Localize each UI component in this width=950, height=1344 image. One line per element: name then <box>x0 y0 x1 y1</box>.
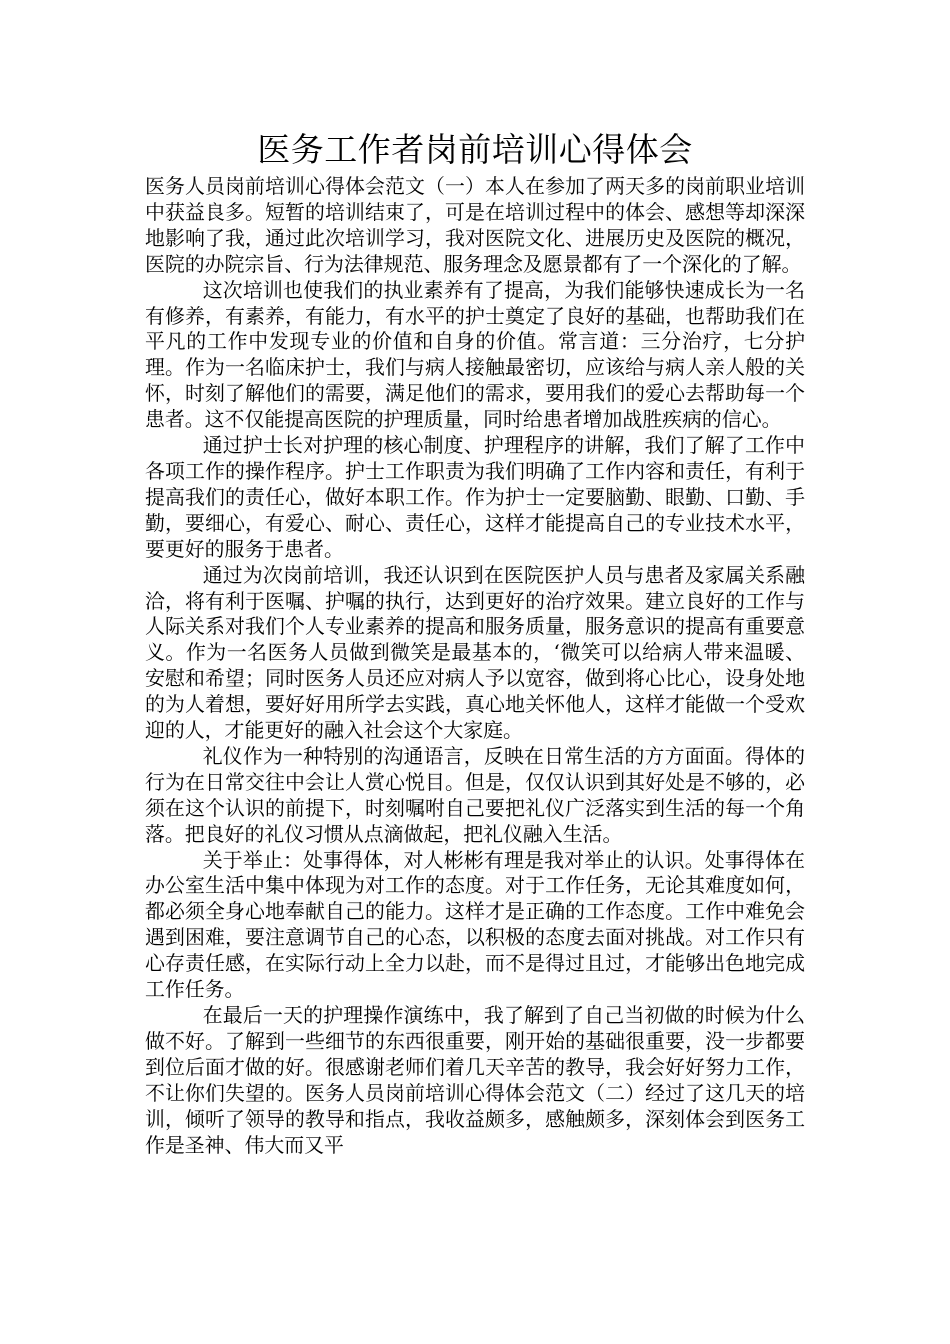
paragraph-conduct: 关于举止：处事得体，对人彬彬有理是我对举止的认识。处事得体在办公室生活中集中体现为对工作的态度。对于工作任务，无论其难度如何，都必须全身心地奉献自己的能力。这样才是正确的工作态度。工作中难免会遇到困难，要注意调节自己的心态，以积极的态度去面对挑战。对工作只有心存责任感，在实际行动上全力以赴，而不是得过且过，才能够出色地完成工作任务。 <box>145 848 805 1002</box>
paragraph-etiquette: 礼仪作为一种特别的沟通语言，反映在日常生活的方方面面。得体的行为在日常交往中会让人赏心悦目。但是，仅仅认识到其好处是不够的，必须在这个认识的前提下，时刻嘱咐自己要把礼仪广泛落实到生活的每一个角落。把良好的礼仪习惯从点滴做起，把礼仪融入生活。 <box>145 744 805 846</box>
paragraph-nursing-procedures: 通过护士长对护理的核心制度、护理程序的讲解，我们了解了工作中各项工作的操作程序。护士工作职责为我们明确了工作内容和责任，有利于提高我们的责任心，做好本职工作。作为护士一定要脑勤、眼勤、口勤、手勤，要细心，有爱心、耐心、责任心，这样才能提高自己的专业技术水平，要更好的服务于患者。 <box>145 434 805 561</box>
paragraph-patient-relations: 通过为次岗前培训，我还认识到在医院医护人员与患者及家属关系融洽，将有利于医嘱、护嘱的执行，达到更好的治疗效果。建立良好的工作与人际关系对我们个人专业素养的提高和服务质量，服务意识的提高有重要意义。作为一名医务人员做到微笑是最基本的，‘微笑可以给病人带来温暖、安慰和希望；同时医务人员还应对病人予以宽容，做到将心比心，设身处地的为人着想，要好好用所学去实践，真心地关怀他人，这样才能做一个受欢迎的人，才能更好的融入社会这个大家庭。 <box>145 563 805 743</box>
document-title: 医务工作者岗前培训心得体会 <box>257 130 693 169</box>
document-body <box>145 174 805 1158</box>
paragraph-intro: 医务人员岗前培训心得体会范文（一）本人在参加了两天多的岗前职业培训中获益良多。短暂的培训结束了，可是在培训过程中的体会、感想等却深深地影响了我，通过此次培训学习，我对医院文化、进展历史及医院的概况，医院的办院宗旨、行为法律规范、服务理念及愿景都有了一个深化的了解。 <box>145 175 805 276</box>
paragraph-professional-quality: 这次培训也使我们的执业素养有了提高，为我们能够快速成长为一名有修养，有素养，有能力，有水平的护士奠定了良好的基础，也帮助我们在平凡的工作中发现专业的价值和自身的价值。常言道：三分治疗，七分护理。作为一名临床护士，我们与病人接触最密切，应该给与病人亲人般的关怀，时刻了解他们的需要，满足他们的需求，要用我们的爱心去帮助每一个患者。这不仅能提高医院的护理质量，同时给患者增加战胜疾病的信心。 <box>145 278 805 432</box>
paragraph-final-training: 在最后一天的护理操作演练中，我了解到了自己当初做的时候为什么做不好。了解到一些细节的东西很重要，刚开始的基础很重要，没一步都要到位后面才做的好。很感谢老师们着几天辛苦的教导，我会好好努力工作，不让你们失望的。医务人员岗前培训心得体会范文（二）经过了这几天的培训，倾听了领导的教导和指点，我收益颇多，感触颇多，深刻体会到医务工作是圣神、伟大而又平 <box>145 1004 805 1157</box>
